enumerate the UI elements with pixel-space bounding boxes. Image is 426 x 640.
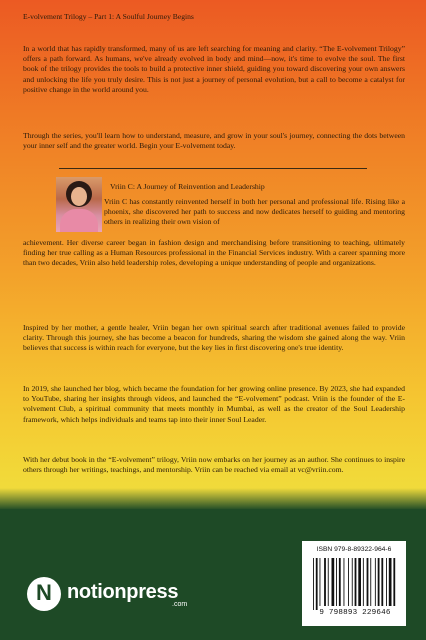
notionpress-logo-icon xyxy=(27,577,61,611)
author-jacket xyxy=(60,209,98,232)
barcode-bar xyxy=(358,558,361,606)
author-bio-continued: achievement. Her diverse career began in fashion design and merchandising before transitioning to teaching, ultimately finding her true calling as a Human Resources professional in the Financial Services industry. With a career spanning more than two decades, Vriin also held leadership roles, developing a unique understanding of people and organizations. xyxy=(23,238,405,268)
author-bio-wrapped: Vriin C has constantly reinvented herself in both her personal and professional life. Rising like a phoenix, she discovered her path to success and now dedicates herself to guiding and mentoring others in realizing their own vision of xyxy=(104,197,405,227)
logo-letter: N xyxy=(36,580,52,605)
author-paragraph-3: In 2019, she launched her blog, which became the foundation for her growing online presence. By 2023, she had expanded to YouTube, sharing her insights through videos, and launched the “E-volvement” podcast. Vriin is the founder of the E-volvement Club, a spiritual community that meets monthly in Mumbai, as well as the creator of the Soul Leadership framework, which helps individuals and teams tap into their inner Soul Leader. xyxy=(23,384,405,424)
barcode-bar xyxy=(375,558,376,606)
barcode-bar xyxy=(381,558,383,606)
barcode-bar xyxy=(370,558,371,606)
barcode-bar xyxy=(363,558,364,606)
barcode-bar xyxy=(352,558,353,606)
author-paragraph-4: With her debut book in the “E-volvement” trilogy, Vriin now embarks on her journey as an author. She continues to inspire others through her writings, teachings, and mentorship. Vriin can be reached via email at vc@vriin.com. xyxy=(23,455,405,475)
barcode-bar xyxy=(324,558,326,606)
barcode-bar xyxy=(355,558,357,606)
barcode-bar xyxy=(386,558,387,606)
barcode-bar xyxy=(339,558,341,606)
author-photo xyxy=(56,177,102,232)
barcode-bar xyxy=(336,558,337,606)
isbn-digits: 9 798893 229646 xyxy=(319,609,391,617)
intro-paragraph-2: Through the series, you'll learn how to understand, measure, and grow in your soul's journey, connecting the dots between your inner self and the greater world. Begin your E-volvement today. xyxy=(23,131,405,151)
intro-paragraph-1: In a world that has rapidly transformed, many of us are left searching for meaning and clarity. “The E-volvement Trilogy” offers a path forward. As humans, we've already evolved in body and mind—now, it's time to evolve the soul. The first book of the trilogy provides the tools to build a protective inner shield, guiding you toward discovering your own answers and unlocking the life you truly desire. This is not just a journey of personal evolution, but a call to become a catalyst for positive change in the world around you. xyxy=(23,44,405,94)
author-heading: Vriin C: A Journey of Reinvention and Leadership xyxy=(110,182,265,191)
barcode-bar xyxy=(313,558,314,610)
barcode-bar xyxy=(320,558,321,606)
isbn-label: ISBN 979-8-89322-964-6 xyxy=(316,546,392,553)
isbn-barcode xyxy=(302,541,406,626)
barcode-bar xyxy=(348,558,349,606)
publisher-suffix: .com xyxy=(172,601,188,608)
barcode-bar xyxy=(328,558,329,606)
barcode-bar xyxy=(344,558,345,606)
barcode-bar xyxy=(332,558,335,606)
publisher-logo xyxy=(27,577,197,613)
barcode-bar xyxy=(393,558,395,606)
barcode-bar xyxy=(378,558,380,606)
publisher-name: notionpress xyxy=(67,581,179,603)
book-title: E-volvement Trilogy – Part 1: A Soulful Journey Begins xyxy=(23,12,194,21)
author-paragraph-2: Inspired by her mother, a gentle healer, Vriin began her own spiritual search after traditional avenues failed to provide clarity. Through this journey, she has become a beacon for hundreds, sharing the wisdom she gained along the way. Vriin believes that success is within reach for everyone, but the key lies in first discovering one's true identity. xyxy=(23,323,405,353)
section-divider xyxy=(59,168,367,169)
band-fade xyxy=(0,488,426,510)
author-face xyxy=(71,187,87,206)
barcode-bars xyxy=(312,558,398,610)
barcode-bar xyxy=(367,558,369,606)
barcode-bar xyxy=(316,558,318,610)
barcode-bar xyxy=(389,558,392,606)
